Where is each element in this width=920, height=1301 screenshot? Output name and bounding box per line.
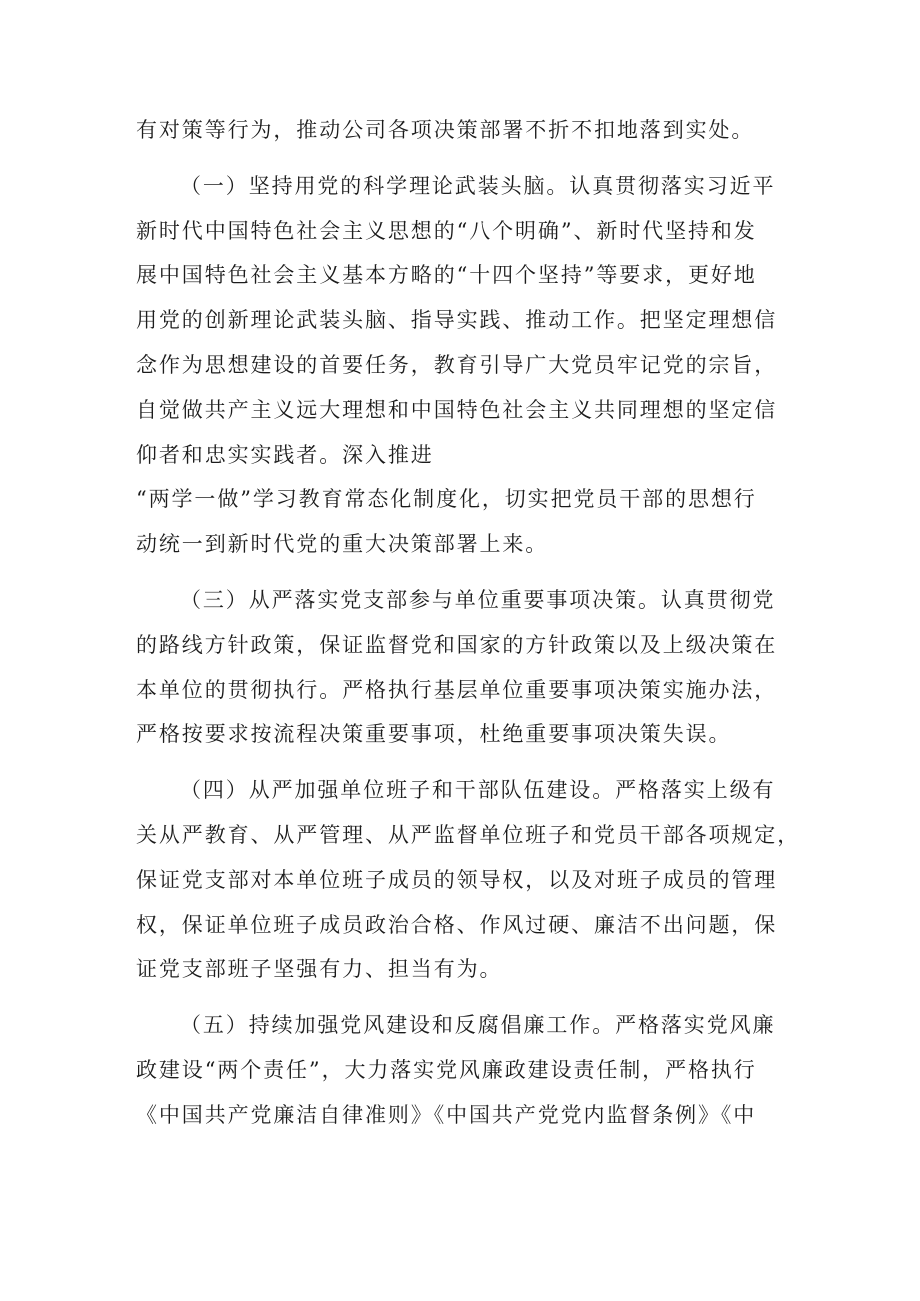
text-line: 政建设“两个责任”，大力落实党风廉政建设责任制，严格执行: [136, 1057, 757, 1082]
paragraph-gap: [136, 757, 788, 768]
text-line: 动统一到新时代党的重大决策部署上来。: [136, 532, 549, 557]
text-line: 《中国共产党廉洁自律准则》《中国共产党党内监督条例》《中: [136, 1102, 757, 1127]
text-line: 新时代中国特色社会主义思想的“八个明确”、新时代坚持和发: [136, 218, 757, 243]
section-heading-line: （一）坚持用党的科学理论武装头脑。认真贯彻落实习近平: [180, 173, 776, 198]
section-heading-line: （五）持续加强党风建设和反腐倡廉工作。严格落实党风廉: [180, 1013, 776, 1038]
text-line: 关从严教育、从严管理、从严监督单位班子和党员干部各项规定，: [136, 822, 801, 847]
text-line: 仰者和忠实实践者。深入推进: [136, 442, 434, 467]
text-line: 念作为思想建设的首要任务，教育引导广大党员牢记党的宗旨，: [136, 352, 778, 377]
text-line: 自觉做共产主义远大理想和中国特色社会主义共同理想的坚定信: [136, 397, 778, 422]
section-heading-line: （三）从严落实党支部参与单位重要事项决策。认真贯彻党: [180, 587, 776, 612]
text-line: 严格按要求按流程决策重要事项，杜绝重要事项决策失误。: [136, 722, 732, 747]
text-line: 展中国特色社会主义基本方略的“十四个坚持”等要求，更好地: [136, 263, 757, 288]
paragraph-gap: [136, 153, 788, 164]
text-line: 的路线方针政策，保证监督党和国家的方针政策以及上级决策在: [136, 632, 778, 657]
text-line: 用党的创新理论武装头脑、指导实践、推动工作。把坚定理想信: [136, 308, 778, 333]
text-line: 证党支部班子坚强有力、担当有为。: [136, 957, 503, 982]
text-line: 本单位的贯彻执行。严格执行基层单位重要事项决策实施办法，: [136, 677, 778, 702]
section-heading-line: （四）从严加强单位班子和干部队伍建设。严格落实上级有: [180, 778, 776, 803]
document-body: [136, 108, 801, 1138]
paragraph-gap: [136, 567, 788, 578]
paragraph-gap: [136, 992, 788, 1003]
text-line: 保证党支部对本单位班子成员的领导权，以及对班子成员的管理: [136, 867, 778, 892]
text-line: “两学一做”学习教育常态化制度化，切实把党员干部的思想行: [136, 487, 757, 512]
text-line: 有对策等行为，推动公司各项决策部署不折不扣地落到实处。: [136, 118, 755, 142]
text-line: 权，保证单位班子成员政治合格、作风过硬、廉洁不出问题，保: [136, 912, 778, 937]
